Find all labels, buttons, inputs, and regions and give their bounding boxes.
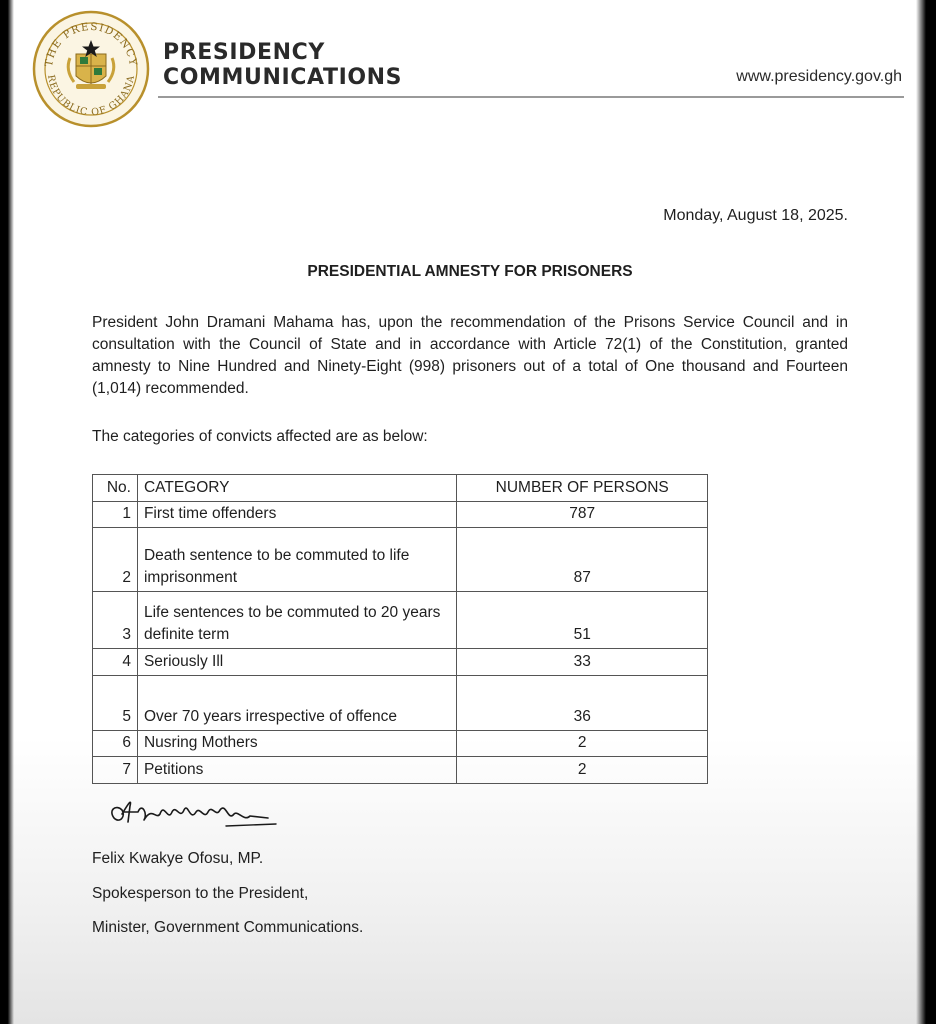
body-paragraph: President John Dramani Mahama has, upon the recommendation of the Prisons Service Council and in consultation with the Council of State and in accordance with Article 72(1) of the Constitution, granted amnesty to Nine Hundred and Ninety-Eight (998) prisoners out of a total of One thousand and Fourteen (1,014) recommended.: [92, 314, 848, 397]
cell-no: 6: [93, 731, 138, 757]
cell-no: 1: [93, 502, 138, 528]
signatory-name: Felix Kwakye Ofosu, MP.: [92, 850, 264, 867]
table-row: [93, 731, 708, 757]
handwritten-signature: [108, 792, 278, 834]
cell-category: Nusring Mothers: [137, 731, 456, 757]
table-row: [93, 757, 708, 784]
website-url: www.presidency.gov.gh: [736, 68, 902, 85]
left-dark-edge: [0, 0, 14, 1024]
cell-number: 2: [457, 731, 708, 757]
header-category: CATEGORY: [137, 475, 456, 502]
presidency-seal-logo: [32, 10, 150, 128]
header-divider: [158, 96, 904, 98]
document-date: Monday, August 18, 2025.: [663, 207, 848, 224]
cell-number: 36: [457, 676, 708, 731]
cell-category: Over 70 years irrespective of offence: [137, 676, 456, 731]
cell-no: 3: [93, 592, 138, 649]
table-row: [93, 592, 708, 649]
brand-line-2: COMMUNICATIONS: [163, 65, 403, 90]
cell-category: Death sentence to be commuted to life imprisonment: [137, 528, 456, 592]
cell-number: 787: [457, 502, 708, 528]
table-header-row: [93, 475, 708, 502]
cell-no: 2: [93, 528, 138, 592]
right-dark-edge: [916, 0, 936, 1024]
convicts-table: [92, 474, 708, 784]
table-row: [93, 528, 708, 592]
cell-no: 5: [93, 676, 138, 731]
cell-number: 2: [457, 757, 708, 784]
signatory-role-1: Spokesperson to the President,: [92, 885, 309, 902]
cell-category: Seriously Ill: [137, 649, 456, 676]
table-row: [93, 649, 708, 676]
table-row: [93, 676, 708, 731]
svg-text:REPUBLIC OF GHANA: REPUBLIC OF GHANA: [44, 74, 138, 119]
cell-no: 4: [93, 649, 138, 676]
header-number: NUMBER OF PERSONS: [457, 475, 708, 502]
header-no: No.: [93, 475, 138, 502]
brand-line-1: PRESIDENCY: [163, 40, 325, 65]
table-row: [93, 502, 708, 528]
cell-category: Life sentences to be commuted to 20 years definite term: [137, 592, 456, 649]
cell-number: 87: [457, 528, 708, 592]
cell-number: 51: [457, 592, 708, 649]
cell-number: 33: [457, 649, 708, 676]
cell-no: 7: [93, 757, 138, 784]
cell-category: Petitions: [137, 757, 456, 784]
brand-wordmark: [163, 40, 402, 90]
document-title: PRESIDENTIAL AMNESTY FOR PRISONERS: [307, 263, 633, 280]
table-intro: The categories of convicts affected are as below:: [92, 428, 428, 445]
signatory-role-2: Minister, Government Communications.: [92, 919, 364, 936]
cell-category: First time offenders: [137, 502, 456, 528]
svg-text:THE PRESIDENCY: THE PRESIDENCY: [42, 20, 140, 68]
